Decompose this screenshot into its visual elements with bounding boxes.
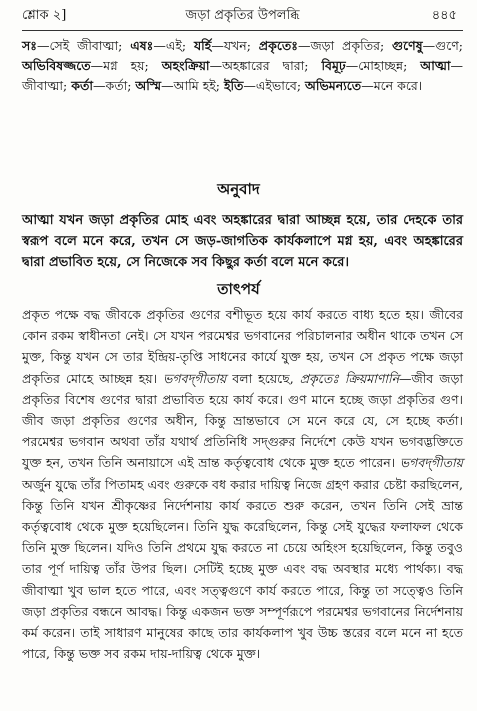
purport-segment: —জীব জড়া প্রকৃতির বিশেষ গুণের দ্বারা প্রভাবিত হয়ে কার্য করে। গুণ মানে হচ্ছে জড়া প্রকৃতির গুণ। জীব জড়া প্রকৃতির গুণের অধীন, কিন্তু ভ্রান্তভাবে সে মনে করে যে, সে হচ্ছে কর্তা। পরমেশ্বর ভগবান অথবা তাঁর যথার্থ প্রতিনিধি সদ্‌গুরুর নির্দেশে কেউ যখন ভগবদ্ভক্তিতে যুক্ত হন, তখন তিনি অনায়াসে এই ভ্রান্ত কর্তৃত্ববোধ থেকে মুক্ত হতে পারেন। (22, 370, 463, 471)
synonym-meaning: —মগ্ন হয় (90, 58, 145, 73)
purport-heading: তাৎপর্য (217, 280, 260, 298)
synonym-meaning: —জীবাত্মা (22, 58, 464, 93)
purport-segment: বলা হয়েছে, (226, 370, 300, 386)
italic-citation: ভগবদ্‌গীতায় (163, 370, 227, 386)
purport-segment: প্রকৃত পক্ষে বদ্ধ জীবকে প্রকৃতির গুণের বশীভূত হয়ে কার্য করতে বাধ্য হতে হয়। জীবের কোন রকম স্বাধীনতা নেই। সে যখন পরমেশ্বর ভগবানের পরিচালনার অধীন থাকে তখন সে মুক্ত, কিন্তু যখন সে তার ইন্দ্রিয়-তৃপ্তি সাধনের কার্যে যুক্ত হয়, তখন সে প্রকৃত পক্ষে জড়া প্রকৃতির মোহে আচ্ছন্ন হয়। (22, 307, 463, 386)
synonym-meaning: —এইভাবে (243, 78, 297, 93)
synonym-term: কর্তা (71, 78, 93, 93)
translation-heading: অনুবাদ (217, 180, 260, 198)
italic-citation: প্রকৃতেঃ ক্রিয়মাণানি (299, 370, 400, 386)
header-rule (22, 30, 463, 31)
translation-text: আত্মা যখন জড়া প্রকৃতির মোহ এবং অহঙ্কারের দ্বারা আচ্ছন্ন হয়ে, তার দেহকে তার স্বরূপ বলে মনে করে, তখন সে জড়-জাগতিক কার্যকলাপে মগ্ন হয়, এবং অহঙ্কারের দ্বারা প্রভাবিত হয়ে, সে নিজেকে সব কিছুর কর্তা বলে মনে করে। (22, 213, 463, 270)
synonym-term: বিমূঢ় (321, 58, 346, 73)
page-number: ৪৪৫ (431, 8, 457, 23)
chapter-title: জড়া প্রকৃতির উপলব্ধি (185, 8, 300, 23)
synonym-term: আত্মা (420, 58, 451, 73)
synonym-meaning: —সেই জীবাত্মা (36, 38, 119, 53)
running-header (22, 6, 463, 28)
purport-text (22, 304, 463, 664)
synonym-meaning: —এই (153, 38, 182, 53)
italic-citation: ভগবদ্‌গীতায় (399, 455, 463, 471)
synonym-meaning: —জড়া প্রকৃতির (297, 38, 380, 53)
synonym-meaning: —আমি হই (161, 78, 216, 93)
synonym-term: অস্মি (135, 78, 162, 93)
synonym-term: অভিমন্যতে (305, 78, 362, 93)
synonym-meaning: —অহঙ্কারের দ্বারা (209, 58, 305, 73)
synonym-term: গুণেষু (392, 38, 423, 53)
synonym-term: যর্হি (193, 38, 212, 53)
synonym-meaning: —গুণে (422, 38, 459, 53)
synonym-term: প্রকৃতেঃ (258, 38, 298, 53)
purport-segment: অর্জুন যুদ্ধে তাঁর পিতামহ এবং গুরুকে বধ করার দায়িত্ব নিজে গ্রহণ করার চেষ্টা করছিলেন, কিন্তু তিনি যখন শ্রীকৃষ্ণের নির্দেশনায় কার্য করতে শুরু করেন, তখন তিনি সেই ভ্রান্ত কর্তৃত্ববোধ থেকে মুক্ত হয়েছিলেন। তিনি যুদ্ধ করেছিলেন, কিন্তু সেই যুদ্ধের ফলাফল থেকে তিনি মুক্ত ছিলেন। যদিও তিনি প্রথমে যুদ্ধ করতে না চেয়ে অহিংস হয়েছিলেন, কিন্তু তবুও তার পূর্ণ দায়িত্ব তাঁর উপর ছিল। সেটিই হচ্ছে মুক্ত এবং বদ্ধ অবস্থার মধ্যে পার্থক্য। বদ্ধ জীবাত্মা খুব ভাল হতে পারে, এবং সত্ত্বগুণে কার্য করতে পারে, কিন্তু তা সত্ত্বেও তিনি জড়া প্রকৃতির বন্ধনে আবদ্ধ। কিন্তু একজন ভক্ত সম্পূর্ণরূপে পরমেশ্বর ভগবানের নির্দেশনায় কর্ম করেন। তাই সাধারণ মানুষের কাছে তার কার্যকলাপ খুব উচ্চ স্তরের বলে মনে না হতে পারে, কিন্তু ভক্ত সব রকম দায়-দায়িত্ব থেকে মুক্ত। (22, 476, 463, 662)
synonym-meaning: —মোহাচ্ছন্ন (345, 58, 404, 73)
synonym-meaning: —মনে করে। (361, 78, 423, 93)
synonym-term: অভিবিষজ্জতে (22, 58, 91, 73)
synonym-term: এষঃ (130, 38, 154, 53)
synonym-meaning: —কর্তা (92, 78, 128, 93)
verse-reference: শ্লোক ২] (22, 8, 67, 23)
synonym-term: ইতি (223, 78, 244, 93)
word-for-word-synonyms: সঃ—সেই জীবাত্মা; এষঃ—এই; যর্হি—যখন; প্রকৃতেঃ—জড়া প্রকৃতির; গুণেষু—গুণে; অভিবিষজ্জতে—মগ্ন হয়; অহংক্রিয়া—অহঙ্কারের দ্বারা; বিমূঢ়—মোহাচ্ছন্ন; আত্মা—জীবাত্মা; কর্তা—কর্তা; অস্মি—আমি হই; ইতি—এইভাবে; অভিমন্যতে—মনে করে। (22, 38, 464, 93)
synonym-term: সঃ (22, 38, 37, 53)
synonym-term: অহংক্রিয়া (161, 58, 210, 73)
synonym-meaning: —যখন (211, 38, 247, 53)
